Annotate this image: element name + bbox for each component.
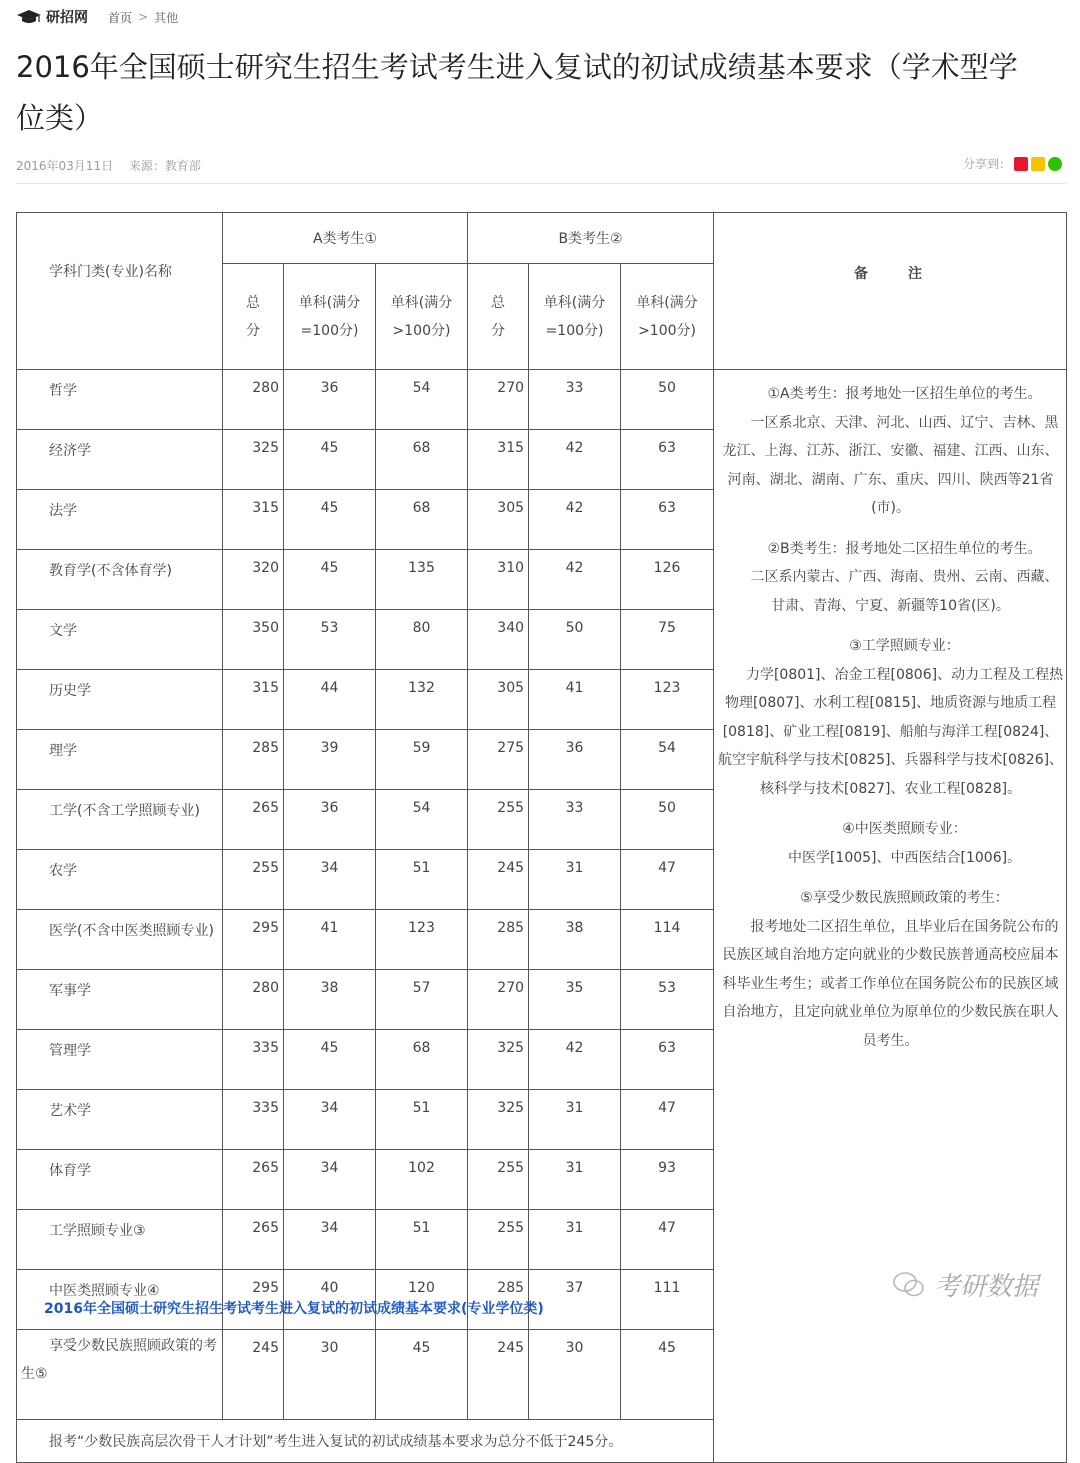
subject-cell: 法学: [17, 490, 223, 550]
divider: [16, 183, 1066, 184]
watermark: [892, 1266, 1038, 1303]
score-cell-a-sgt100: 54: [376, 790, 468, 850]
score-cell-a-sgt100: 68: [376, 1030, 468, 1090]
score-cell-b-s100: 31: [529, 1090, 621, 1150]
score-cell-a-sgt100: 59: [376, 730, 468, 790]
score-cell-a-sgt100: 54: [376, 370, 468, 430]
score-cell-b-sgt100: 47: [621, 1090, 714, 1150]
score-cell-a-sgt100: 123: [376, 910, 468, 970]
subject-cell: 中医类照顾专业④: [17, 1270, 223, 1330]
score-cell-b-s100: 33: [529, 370, 621, 430]
subject-cell: 管理学: [17, 1030, 223, 1090]
score-cell-b-total: 285: [468, 910, 529, 970]
score-cell-b-s100: 42: [529, 550, 621, 610]
score-cell-a-sgt100: 45: [376, 1330, 468, 1420]
score-cell-a-s100: 45: [284, 550, 376, 610]
subject-cell: 体育学: [17, 1150, 223, 1210]
score-cell-a-sgt100: 80: [376, 610, 468, 670]
score-cell-b-s100: 31: [529, 1150, 621, 1210]
score-cell-b-total: 245: [468, 1330, 529, 1420]
score-cell-b-sgt100: 93: [621, 1150, 714, 1210]
score-cell-b-total: 285: [468, 1270, 529, 1330]
remark-paragraph: 一区系北京、天津、河北、山西、辽宁、吉林、黑龙江、上海、江苏、浙江、安徽、福建、江西、山东、河南、湖北、湖南、广东、重庆、四川、陕西等21省(市)。: [722, 414, 1059, 516]
score-cell-b-s100: 35: [529, 970, 621, 1030]
score-cell-b-total: 255: [468, 1210, 529, 1270]
score-cell-a-s100: 30: [284, 1330, 376, 1420]
publish-date: 2016年03月11日: [16, 159, 114, 173]
share-label: 分享到：: [962, 157, 1011, 171]
score-cell-b-s100: 42: [529, 490, 621, 550]
score-cell-a-total: 255: [223, 850, 284, 910]
score-cell-a-total: 265: [223, 1150, 284, 1210]
subject-cell: 理学: [17, 730, 223, 790]
score-cell-a-s100: 44: [284, 670, 376, 730]
score-cell-a-s100: 53: [284, 610, 376, 670]
score-cell-a-total: 295: [223, 1270, 284, 1330]
score-cell-a-total: 265: [223, 1210, 284, 1270]
score-cell-b-sgt100: 123: [621, 670, 714, 730]
remark-paragraph: ②B类考生：报考地处二区招生单位的考生。: [767, 540, 1042, 557]
score-cell-a-s100: 34: [284, 1150, 376, 1210]
score-cell-b-sgt100: 50: [621, 370, 714, 430]
header-group-b: B类考生②: [468, 213, 714, 264]
score-cell-a-sgt100: 120: [376, 1270, 468, 1330]
score-cell-b-total: 255: [468, 1150, 529, 1210]
score-cell-b-sgt100: 63: [621, 430, 714, 490]
score-cell-b-total: 305: [468, 670, 529, 730]
remark-paragraph: ④中医类照顾专业：: [842, 821, 967, 837]
score-cell-a-s100: 41: [284, 910, 376, 970]
subject-cell: 历史学: [17, 670, 223, 730]
score-cell-a-total: 280: [223, 370, 284, 430]
weibo-share-icon[interactable]: [1014, 157, 1028, 171]
score-cell-b-sgt100: 53: [621, 970, 714, 1030]
score-cell-a-total: 295: [223, 910, 284, 970]
score-cell-b-s100: 41: [529, 670, 621, 730]
score-cell-b-s100: 37: [529, 1270, 621, 1330]
score-cell-b-s100: 30: [529, 1330, 621, 1420]
score-cell-a-s100: 36: [284, 370, 376, 430]
header-a-single-gt100: 单科(满分>100分): [376, 264, 468, 370]
score-cell-b-sgt100: 45: [621, 1330, 714, 1420]
article-source: 来源：教育部: [128, 159, 201, 173]
score-cell-b-s100: 42: [529, 430, 621, 490]
score-cell-b-total: 310: [468, 550, 529, 610]
mortarboard-icon: [16, 9, 42, 25]
score-cell-a-total: 315: [223, 670, 284, 730]
score-cell-b-sgt100: 75: [621, 610, 714, 670]
subject-cell: 医学(不含中医类照顾专业): [17, 910, 223, 970]
table-footnote: 报考“少数民族高层次骨干人才计划”考生进入复试的初试成绩基本要求为总分不低于245分。: [17, 1420, 714, 1463]
score-cell-a-sgt100: 51: [376, 1210, 468, 1270]
subject-cell: 军事学: [17, 970, 223, 1030]
remark-paragraph: ⑤享受少数民族照顾政策的考生：: [800, 890, 1009, 906]
score-cell-a-s100: 36: [284, 790, 376, 850]
score-cell-b-s100: 42: [529, 1030, 621, 1090]
remark-paragraph: 二区系内蒙古、广西、海南、贵州、云南、西藏、甘肃、青海、宁夏、新疆等10省(区)。: [750, 569, 1059, 614]
score-cell-a-total: 315: [223, 490, 284, 550]
score-cell-a-total: 265: [223, 790, 284, 850]
score-cell-a-s100: 45: [284, 490, 376, 550]
score-cell-a-total: 320: [223, 550, 284, 610]
score-cell-b-total: 270: [468, 970, 529, 1030]
score-cell-a-total: 335: [223, 1030, 284, 1090]
score-cell-a-s100: 45: [284, 1030, 376, 1090]
wechat-share-icon[interactable]: [1048, 157, 1062, 171]
score-cell-a-s100: 45: [284, 430, 376, 490]
score-cell-a-sgt100: 51: [376, 850, 468, 910]
subject-cell: 享受少数民族照顾政策的考生⑤: [17, 1330, 223, 1420]
watermark-text: 考研数据: [934, 1272, 1039, 1302]
score-cell-a-sgt100: 135: [376, 550, 468, 610]
score-cell-a-s100: 38: [284, 970, 376, 1030]
score-cell-b-sgt100: 114: [621, 910, 714, 970]
subject-cell: 教育学(不含体育学): [17, 550, 223, 610]
header-b-single-100: 单科(满分=100分): [529, 264, 621, 370]
remark-paragraph: 中医学[1005]、中西医结合[1006]。: [787, 849, 1022, 866]
score-cell-b-sgt100: 111: [621, 1270, 714, 1330]
site-name: 研招网: [46, 10, 88, 26]
table-row: [17, 370, 1067, 430]
score-cell-b-total: 245: [468, 850, 529, 910]
header-subject: 学科门类(专业)名称: [17, 213, 223, 370]
score-cell-b-sgt100: 126: [621, 550, 714, 610]
score-cell-a-sgt100: 68: [376, 430, 468, 490]
article-meta: [16, 157, 201, 174]
remark-paragraph: ③工学照顾专业：: [849, 638, 960, 654]
subject-cell: 艺术学: [17, 1090, 223, 1150]
subject-cell: 文学: [17, 610, 223, 670]
score-cell-b-total: 255: [468, 790, 529, 850]
score-cell-b-sgt100: 50: [621, 790, 714, 850]
breadcrumb-separator: >: [138, 10, 149, 24]
header-a-total: 总分: [223, 264, 284, 370]
score-cell-b-s100: 31: [529, 850, 621, 910]
score-cell-b-total: 340: [468, 610, 529, 670]
score-cell-a-sgt100: 51: [376, 1090, 468, 1150]
subject-cell: 经济学: [17, 430, 223, 490]
header-b-total: 总分: [468, 264, 529, 370]
subject-cell: 工学照顾专业③: [17, 1210, 223, 1270]
page-title: 2016年全国硕士研究生招生考试考生进入复试的初试成绩基本要求（学术型学位类）: [16, 50, 1018, 135]
score-cell-b-total: 315: [468, 430, 529, 490]
score-cell-a-sgt100: 57: [376, 970, 468, 1030]
share-bar: [963, 155, 1062, 172]
header-remarks: 备 注: [714, 213, 1067, 370]
header-group-a: A类考生①: [223, 213, 468, 264]
score-cell-a-sgt100: 132: [376, 670, 468, 730]
wechat-watermark-icon: [892, 1271, 926, 1299]
score-cell-a-s100: 39: [284, 730, 376, 790]
score-cell-b-total: 275: [468, 730, 529, 790]
qzone-share-icon[interactable]: [1031, 157, 1045, 171]
score-cell-a-sgt100: 68: [376, 490, 468, 550]
score-cell-a-total: 285: [223, 730, 284, 790]
score-cell-a-sgt100: 102: [376, 1150, 468, 1210]
score-cell-a-s100: 34: [284, 850, 376, 910]
score-cell-b-s100: 38: [529, 910, 621, 970]
score-cell-b-sgt100: 47: [621, 1210, 714, 1270]
breadcrumb-current[interactable]: 其他: [154, 10, 179, 25]
score-cell-b-sgt100: 54: [621, 730, 714, 790]
score-cell-b-total: 325: [468, 1090, 529, 1150]
header-b-single-gt100: 单科(满分>100分): [621, 264, 714, 370]
remark-paragraph: ①A类考生：报考地处一区招生单位的考生。: [767, 386, 1042, 402]
subject-cell: 哲学: [17, 370, 223, 430]
score-cell-a-total: 325: [223, 430, 284, 490]
score-cell-a-s100: 40: [284, 1270, 376, 1330]
remark-paragraph: 报考地处二区招生单位，且毕业后在国务院公布的民族区域自治地方定向就业的少数民族普通高校应届本科毕业生考生；或者工作单位在国务院公布的民族区域自治地方，且定向就业单位为原单位的少数民族在职人员考生。: [722, 918, 1059, 1049]
score-cell-b-s100: 31: [529, 1210, 621, 1270]
score-cell-a-total: 245: [223, 1330, 284, 1420]
score-cell-b-sgt100: 47: [621, 850, 714, 910]
score-cell-a-total: 280: [223, 970, 284, 1030]
site-logo[interactable]: [16, 7, 88, 27]
score-cell-a-s100: 34: [284, 1210, 376, 1270]
subject-cell: 工学(不含工学照顾专业): [17, 790, 223, 850]
score-cell-b-total: 305: [468, 490, 529, 550]
score-cell-b-s100: 33: [529, 790, 621, 850]
remark-paragraph: 力学[0801]、冶金工程[0806]、动力工程及工程热物理[0807]、水利工程[0815]、地质资源与地质工程[0818]、矿业工程[0819]、船舶与海洋工程[0824]、航空宇航科学与技术[0825]、兵器科学与技术[0826]、核科学与技术[0827]、农业工程[0828]。: [717, 666, 1064, 797]
subject-cell: 农学: [17, 850, 223, 910]
score-cell-a-total: 335: [223, 1090, 284, 1150]
score-cell-b-sgt100: 63: [621, 1030, 714, 1090]
score-cell-b-s100: 36: [529, 730, 621, 790]
score-cell-b-sgt100: 63: [621, 490, 714, 550]
score-cell-a-total: 350: [223, 610, 284, 670]
top-bar: [16, 6, 178, 28]
header-a-single-100: 单科(满分=100分): [284, 264, 376, 370]
score-cell-b-s100: 50: [529, 610, 621, 670]
breadcrumb-home[interactable]: 首页: [108, 10, 133, 25]
score-cell-b-total: 325: [468, 1030, 529, 1090]
score-cell-a-s100: 34: [284, 1090, 376, 1150]
related-article-link[interactable]: 2016年全国硕士研究生招生考试考生进入复试的初试成绩基本要求(专业学位类): [44, 1301, 544, 1317]
score-cell-b-total: 270: [468, 370, 529, 430]
